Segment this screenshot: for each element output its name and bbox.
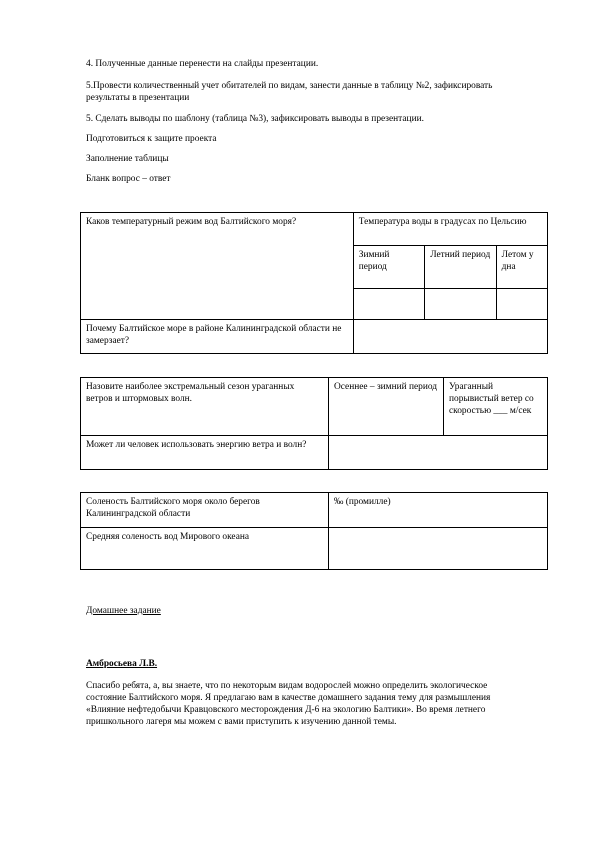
salinity-table — [80, 492, 548, 570]
q-not-freezing: Почему Балтийское море в районе Калининградской области не замерзает? — [81, 320, 354, 354]
col-summer-bottom: Летом у дна — [496, 246, 547, 289]
q-ocean-salinity: Средняя соленость вод Мирового океана — [81, 528, 329, 570]
a-wind-speed: Ураганный порывистый ветер со скоростью ___ м/сек — [444, 378, 548, 436]
closing-line-2: состояние Балтийского моря. Я предлагаю вам в качестве домашнего задания тему для размышления — [86, 693, 491, 703]
a-season: Осеннее – зимний период — [329, 378, 444, 436]
answer-ocean-salinity[interactable] — [329, 528, 548, 570]
step-5a-cont: результаты в презентации — [86, 93, 190, 103]
prepare-defense: Подготовиться к защите проекта — [86, 134, 217, 144]
fill-table: Заполнение таблицы — [86, 154, 169, 164]
temperature-table — [80, 212, 548, 354]
answer-not-freezing[interactable] — [353, 320, 547, 354]
cell-summer[interactable] — [425, 289, 496, 320]
closing-line-3: «Влияние нефтедобычи Кравцовского месторождения Д-6 на экологию Балтики». Во время летнего — [86, 705, 486, 715]
answer-wind-energy[interactable] — [329, 436, 548, 470]
temperature-header: Температура воды в градусах по Цельсию — [353, 213, 547, 246]
step-5a: 5.Провести количественный учет обитателей по видам, занести данные в таблицу №2, зафиксировать — [86, 81, 493, 91]
q-baltic-salinity: Соленость Балтийского моря около берегов Калининградской области — [81, 493, 329, 528]
step-4: 4. Полученные данные перенести на слайды презентации. — [86, 59, 319, 69]
cell-winter[interactable] — [353, 289, 424, 320]
q-temperature: Каков температурный режим вод Балтийского моря? — [81, 213, 354, 320]
question-answer-form: Бланк вопрос – ответ — [86, 174, 171, 184]
q-wind-energy: Может ли человек использовать энергию ветра и волн? — [81, 436, 329, 470]
a-salinity-unit: ‰ (промилле) — [329, 493, 548, 528]
homework-heading: Домашнее задание — [86, 606, 161, 616]
author-name: Амбросьева Л.В. — [86, 659, 158, 669]
closing-line-4: пришкольного лагеря мы можем с вами приступить к изучению данной темы. — [86, 717, 397, 727]
wind-table — [80, 377, 548, 470]
step-5b: 5. Сделать выводы по шаблону (таблица №3), зафиксировать выводы в презентации. — [86, 114, 424, 124]
col-winter: Зимний период — [353, 246, 424, 289]
closing-line-1: Спасибо ребята, а, вы знаете, что по некоторым видам водорослей можно определить экологическое — [86, 681, 488, 691]
cell-summer-bottom[interactable] — [496, 289, 547, 320]
col-summer: Летний период — [425, 246, 496, 289]
q-extreme-season: Назовите наиболее экстремальный сезон ураганных ветров и штормовых волн. — [81, 378, 329, 436]
